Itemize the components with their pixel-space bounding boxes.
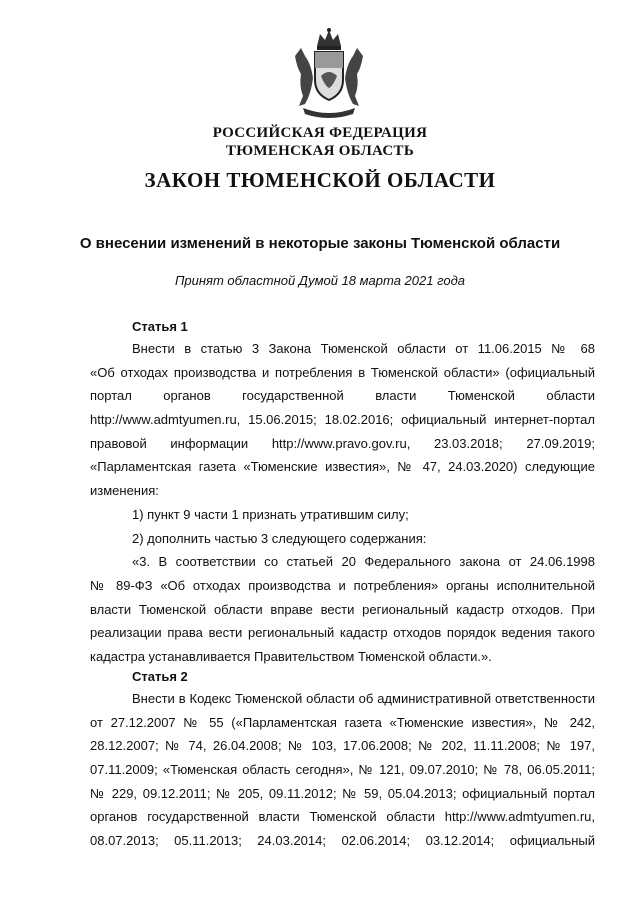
text-line: 28.12.2007; № 74, 26.04.2008; № 103, 17.06.2008; № 202, 11.11.2008; № 197, [90, 738, 595, 754]
article-1-body [90, 337, 595, 669]
text-line: 1) пункт 9 части 1 признать утратившим силу; [132, 506, 409, 522]
text-line: «3. В соответствии со статьей 20 Федерального закона от 24.06.1998 [132, 554, 595, 570]
header-region: ТЮМЕНСКАЯ ОБЛАСТЬ [225, 143, 415, 159]
header-country: РОССИЙСКАЯ ФЕДЕРАЦИЯ [212, 125, 428, 141]
article-1-heading: Статья 1 [132, 319, 188, 334]
text-line: № 89-ФЗ «Об отходах производства и потребления» органы исполнительной [90, 577, 595, 593]
text-line: правовой информации http://www.pravo.gov.ru, 23.03.2018; 27.09.2019; [90, 435, 595, 451]
coat-of-arms-icon [287, 28, 371, 120]
law-title: О внесении изменений в некоторые законы Тюменской области [79, 235, 561, 252]
text-line: «Об отходах производства и потребления в Тюменской области» (официальный [90, 364, 595, 380]
text-line: Внести в Кодекс Тюменской области об административной ответственности [132, 691, 595, 706]
text-line: 2) дополнить частью 3 следующего содержания: [132, 530, 427, 546]
text-line: «Парламентская газета «Тюменские известия», № 47, 24.03.2020) следующие [90, 459, 595, 475]
text-line: кадастра устанавливается Правительством Тюменской области.». [90, 648, 492, 664]
text-line: Внести в статью 3 Закона Тюменской области от 11.06.2015 № 68 [132, 341, 595, 356]
header-doc-type: ЗАКОН ТЮМЕНСКОЙ ОБЛАСТИ [144, 168, 496, 192]
text-line: портал органов государственной власти Тюменской области [90, 388, 595, 404]
text-line: http://www.admtyumen.ru, 15.06.2015; 18.02.2016; официальный интернет-портал [90, 412, 595, 428]
text-line: органов государственной власти Тюменской области http://www.admtyumen.ru, [90, 809, 595, 825]
text-line: изменения: [90, 483, 159, 499]
adoption-date: Принят областной Думой 18 марта 2021 года [175, 273, 465, 288]
text-line: от 27.12.2007 № 55 («Парламентская газета «Тюменские известия», № 242, [90, 714, 595, 730]
text-line: власти Тюменской области вправе вести региональный кадастр отходов. При [90, 601, 595, 617]
text-line: реализации права вести региональный кадастр отходов порядок ведения такого [90, 625, 595, 641]
text-line: 08.07.2013; 05.11.2013; 24.03.2014; 02.06.2014; 03.12.2014; официальный [90, 833, 595, 849]
article-2-body [90, 687, 595, 853]
text-line: № 229, 09.12.2011; № 205, 09.11.2012; № 59, 05.04.2013; официальный портал [90, 785, 595, 801]
text-line: 07.11.2009; «Тюменская область сегодня», № 121, 09.07.2010; № 78, 06.05.2011; [90, 762, 595, 778]
article-2-heading: Статья 2 [132, 669, 188, 684]
